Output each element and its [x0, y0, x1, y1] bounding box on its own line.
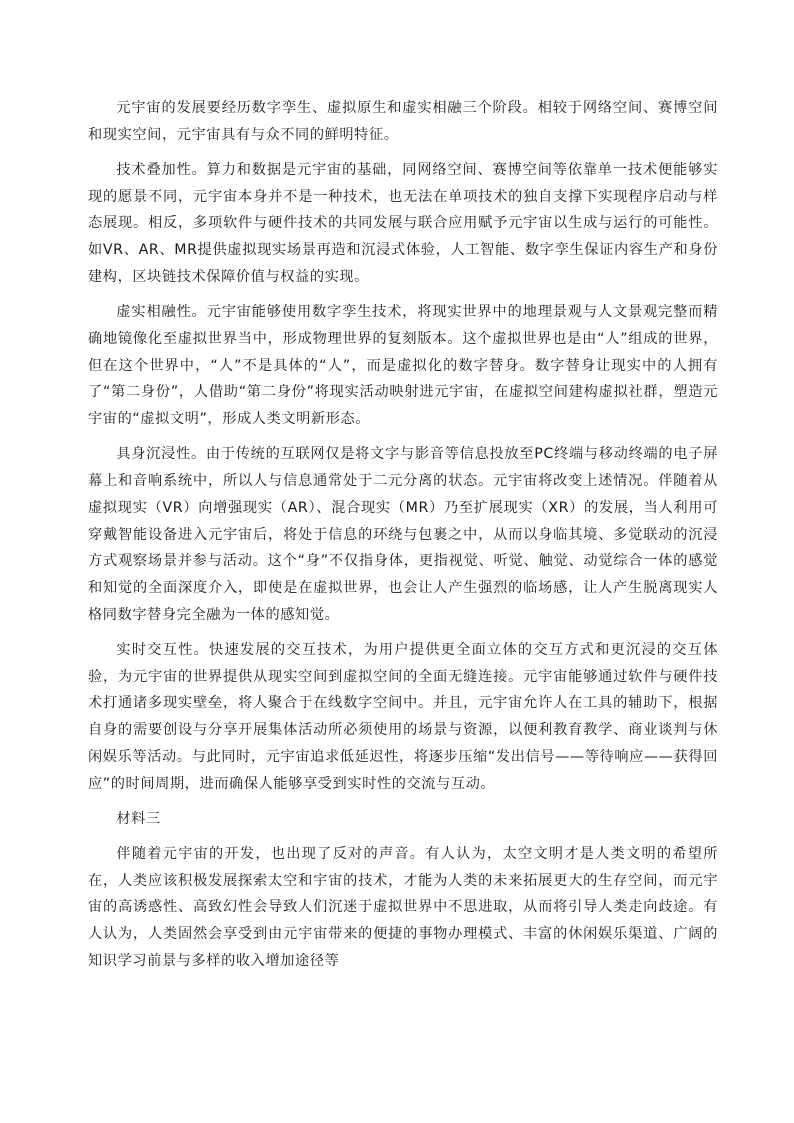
section-heading-material-three: 材料三 [116, 810, 161, 827]
paragraph-embodied-immersion: 具身沉浸性。由于传统的互联网仅是将文字与影音等信息投放至PC终端与移动终端的电子屏幕上和音响系统中，所以人与信息通常处于二元分离的状态。元宇宙将改变上述情况。伴随着从虚拟现实（VR）向增强现实（AR）、混合现实（MR）乃至扩展现实（XR）的发展，当人利用可穿戴智能设备进入元宇宙后，将处于信息的环绕与包裹之中，从而以身临其境、多觉联动的沉浸方式观察场景并参与活动。这个“身”不仅指身体，更指视觉、听觉、触觉、动觉综合一体的感觉和知觉的全面深度介入，即使是在虚拟世界，也会让人产生强烈的临场感，让人产生脱离现实人格同数字替身完全融为一体的感知觉。 [88, 446, 718, 623]
paragraph-intro: 元宇宙的发展要经历数字孪生、虚拟原生和虚实相融三个阶段。相较于网络空间、赛博空间和现实空间，元宇宙具有与众不同的鲜明特征。 [88, 100, 718, 143]
paragraph-realtime-interaction: 实时交互性。快速发展的交互技术，为用户提供更全面立体的交互方式和更沉浸的交互体验，为元宇宙的世界提供从现实空间到虚拟空间的全面无缝连接。元宇宙能够通过软件与硬件技术打通诸多现实壁垒，将人聚合于在线数字空间中。并且，元宇宙允许人在工具的辅助下，根据自身的需要创设与分享开展集体活动所必须使用的场景与资源，以便利教育教学、商业谈判与休闲娱乐等活动。与此同时，元宇宙追求低延迟性，将逐步压缩“发出信号——等待响应——获得回应”的时间周期，进而确保人能够享受到实时性的交流与互动。 [88, 641, 718, 792]
document-body [88, 95, 718, 983]
paragraph-virtual-real-fusion: 虚实相融性。元宇宙能够使用数字孪生技术，将现实世界中的地理景观与人文景观完整而精确地镜像化至虚拟世界当中，形成物理世界的复刻版本。这个虚拟世界也是由“人”组成的世界，但在这个世界中，“人”不是具体的“人”，而是虚拟化的数字替身。数字替身让现实中的人拥有了“第二身份”，人借助“第二身份”将现实活动映射进元宇宙，在虚拟空间建构虚拟社群，塑造元宇宙的“虚拟文明”，形成人类文明新形态。 [88, 303, 718, 428]
paragraph-opposition: 伴随着元宇宙的开发，也出现了反对的声音。有人认为，太空文明才是人类文明的希望所在，人类应该积极发展探索太空和宇宙的技术，才能为人类的未来拓展更大的生存空间，而元宇宙的高诱惑性、高致幻性会导致人们沉迷于虚拟世界中不思进取，从而将引导人类走向歧途。有人认为，人类固然会享受到由元宇宙带来的便捷的事物办理模式、丰富的休闲娱乐渠道、广阔的知识学习前景与多样的收入增加途径等 [88, 845, 718, 970]
paragraph-technology-stacking: 技术叠加性。算力和数据是元宇宙的基础，同网络空间、赛博空间等依靠单一技术便能够实现的愿景不同，元宇宙本身并不是一种技术，也无法在单项技术的独自支撑下实现程序启动与样态展现。相反，多项软件与硬件技术的共同发展与联合应用赋予元宇宙以生成与运行的可能性。如VR、AR、MR提供虚拟现实场景再造和沉浸式体验，人工智能、数字孪生保证内容生产和身份建构，区块链技术保障价值与权益的实现。 [88, 161, 718, 285]
